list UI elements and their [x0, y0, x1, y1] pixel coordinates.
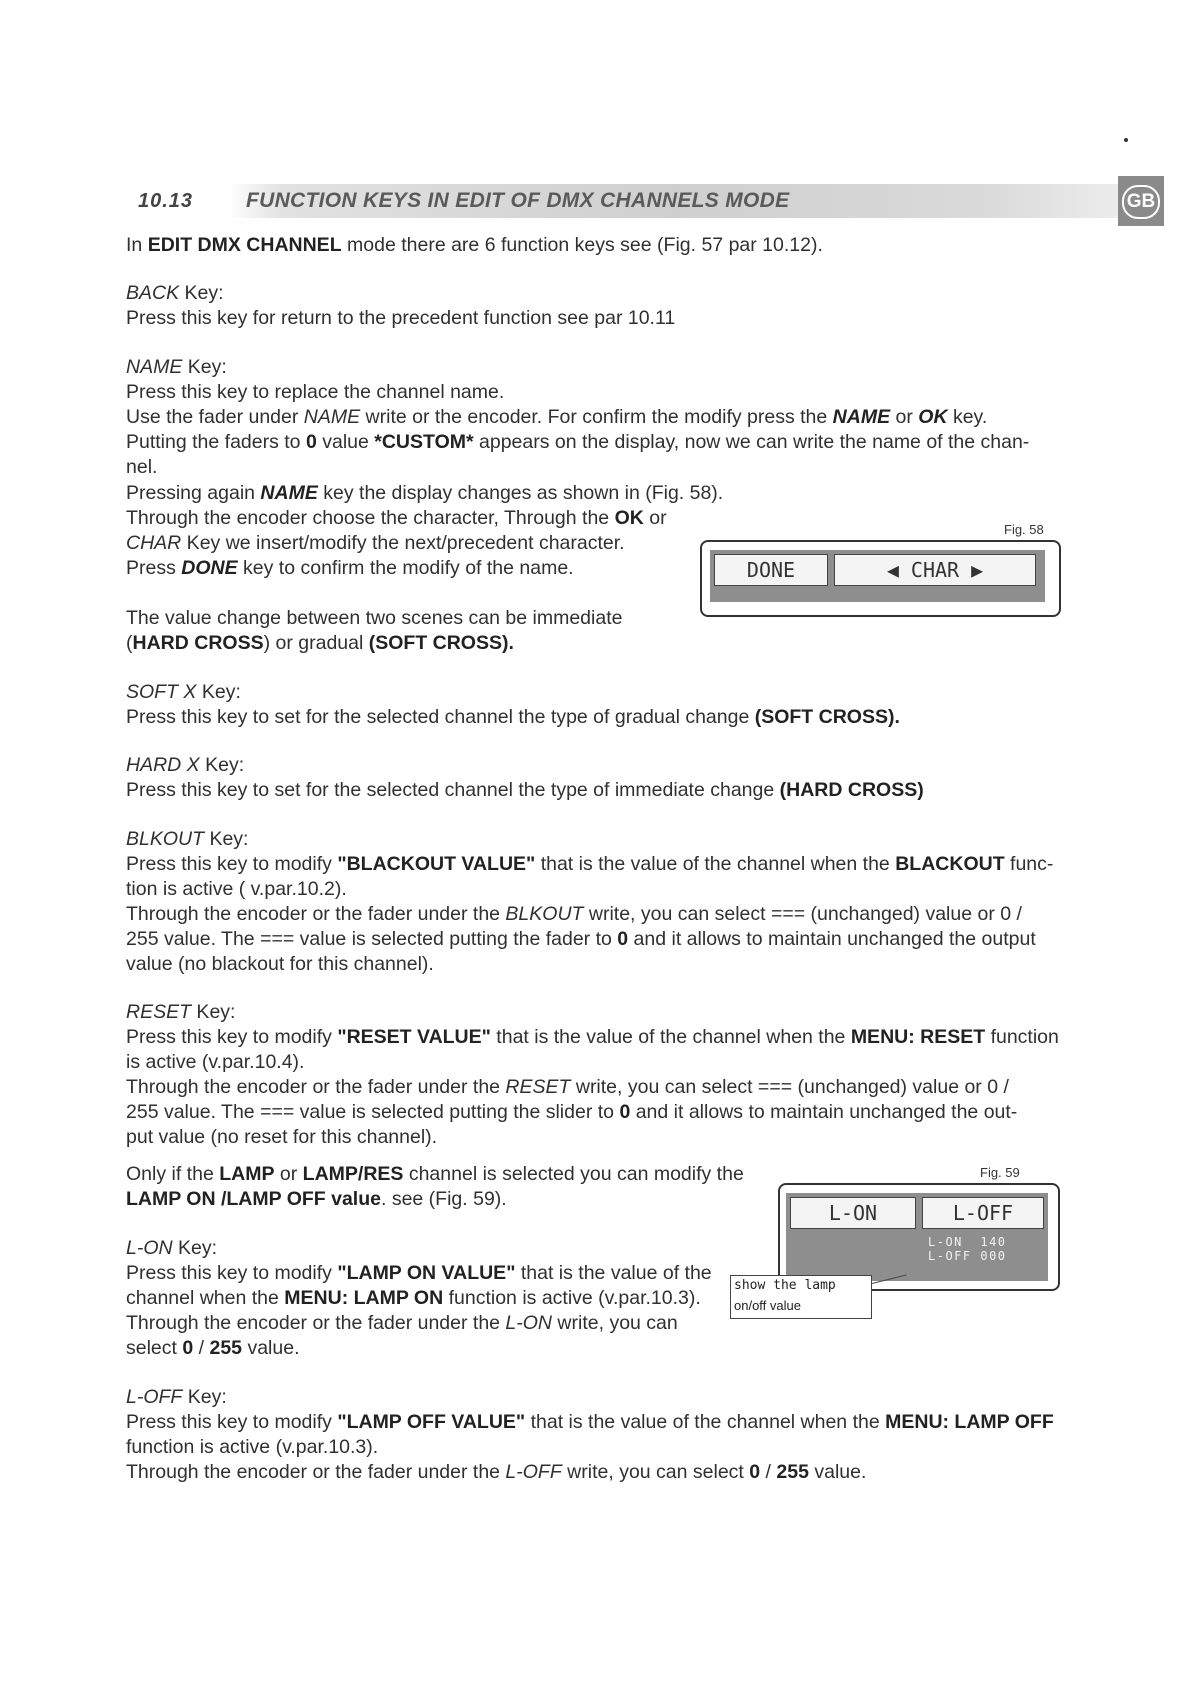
key-label: Key:: [199, 754, 245, 776]
back-description: Press this key for return to the precedent function see par 10.11: [126, 307, 676, 329]
lamp-readout: [928, 1235, 1007, 1263]
key-name: HARD X: [126, 754, 200, 776]
char-softkey: ◀ CHAR ▶: [834, 554, 1036, 586]
blkout-line-3: [126, 902, 1022, 927]
key-name: L-ON: [126, 1237, 173, 1259]
reset-line-1: [126, 1025, 1059, 1050]
fig58-caption: Fig. 58: [1004, 522, 1044, 537]
lon-line-1: [126, 1261, 712, 1286]
text: 255: [209, 1337, 243, 1359]
text: Press this key to set for the selected channel the type of immediate change: [126, 779, 780, 801]
text: L-OFF: [505, 1461, 562, 1483]
text: function is active (v.par.10.3).: [443, 1287, 701, 1309]
lon-softkey: L-ON: [790, 1197, 916, 1229]
lon-line-3: [126, 1311, 678, 1336]
intro-line: [126, 233, 823, 258]
back-key-heading: [126, 281, 224, 306]
text: func-: [1004, 853, 1054, 875]
lcd-screen: [710, 550, 1045, 602]
text: . see (Fig. 59).: [380, 1188, 507, 1210]
text: 255 value. The === value is selected putting the fader to: [126, 928, 618, 950]
text: channel is selected you can modify the: [403, 1163, 744, 1185]
text: MENU: LAMP OFF: [885, 1411, 1054, 1433]
name-line-5: [126, 481, 723, 506]
intro-text: In: [126, 234, 148, 256]
text: OK: [918, 406, 948, 428]
loff-line-1: [126, 1410, 1054, 1435]
text: 0: [305, 431, 317, 453]
text: "RESET VALUE": [337, 1026, 491, 1048]
text: Through the encoder choose the character, Through the: [126, 507, 615, 529]
text: 0: [619, 1101, 631, 1123]
text: write or the encoder. For confirm the modify press the: [360, 406, 833, 428]
callout-text: show the lamp: [734, 1278, 836, 1293]
softx-key-heading: [126, 680, 241, 705]
reset-line-4: [126, 1100, 1017, 1125]
text: Through the encoder or the fader under the: [126, 1461, 506, 1483]
callout-text: on/off value: [734, 1298, 801, 1313]
text: key to confirm the modify of the name.: [237, 557, 574, 579]
name-line-4: nel.: [126, 456, 158, 478]
text: 0: [749, 1461, 761, 1483]
text: Through the encoder or the fader under the: [126, 1076, 506, 1098]
text: DONE: [181, 557, 238, 579]
name-line-2: [126, 405, 987, 430]
fig59-callout: [730, 1275, 872, 1319]
blkout-line-4: [126, 927, 1036, 952]
text: Press this key to modify: [126, 1411, 338, 1433]
text: NAME: [832, 406, 891, 428]
key-label: Key:: [182, 1386, 227, 1408]
readout-lon: L-ON 140: [928, 1235, 1007, 1249]
blkout-line-5: value (no blackout for this channel).: [126, 953, 434, 975]
key-label: Key:: [182, 356, 227, 378]
text: NAME: [260, 482, 318, 504]
softx-description: [126, 705, 900, 730]
text: key the display changes as shown in (Fig. 58).: [317, 482, 724, 504]
text: BLKOUT: [505, 903, 584, 925]
reset-key-heading: [126, 1000, 235, 1025]
name-line-6: [126, 506, 667, 531]
cross-line-1: The value change between two scenes can be immediate: [126, 607, 623, 629]
text: (: [126, 632, 133, 654]
text: and it allows to maintain unchanged the output: [628, 928, 1036, 950]
text: (SOFT CROSS).: [368, 632, 514, 654]
text: value.: [242, 1337, 300, 1359]
text: 0: [182, 1337, 194, 1359]
text: write, you can: [552, 1312, 678, 1334]
text: function: [985, 1026, 1059, 1048]
lon-line-2: [126, 1286, 701, 1311]
key-label: Key:: [196, 681, 241, 703]
lamp-line-2: [126, 1187, 507, 1212]
language-badge: [1118, 176, 1164, 226]
text: 255: [776, 1461, 809, 1483]
text: BLACKOUT: [895, 853, 1005, 875]
text: that is the value of the channel when the: [535, 853, 896, 875]
text: 255 value. The === value is selected putting the slider to: [126, 1101, 620, 1123]
text: RESET: [505, 1076, 571, 1098]
section-title: FUNCTION KEYS IN EDIT OF DMX CHANNELS MODE: [246, 189, 790, 212]
key-label: Key:: [191, 1001, 236, 1023]
blkout-line-2: tion is active ( v.par.10.2).: [126, 878, 347, 900]
text: (HARD CROSS): [779, 779, 924, 801]
text: that is the value of the channel when the: [525, 1411, 886, 1433]
text: Putting the faders to: [126, 431, 306, 453]
text: 0: [617, 928, 629, 950]
text: value: [316, 431, 375, 453]
text: Only if the: [126, 1163, 220, 1185]
reset-line-5: put value (no reset for this channel).: [126, 1126, 438, 1148]
text: appears on the display, now we can write the name of the chan-: [473, 431, 1030, 453]
text: (SOFT CROSS).: [754, 706, 900, 728]
text: MENU: LAMP ON: [284, 1287, 444, 1309]
text: /: [760, 1461, 777, 1483]
fig58-display: [700, 540, 1061, 617]
key-label: Key:: [179, 282, 224, 304]
text: select: [126, 1337, 183, 1359]
text: *CUSTOM*: [374, 431, 474, 453]
hardx-description: [126, 778, 924, 803]
blkout-line-1: [126, 852, 1053, 877]
text: and it allows to maintain unchanged the out-: [630, 1101, 1018, 1123]
text: or: [274, 1163, 303, 1185]
intro-text: mode there are 6 function keys see (Fig. 57 par 10.12).: [341, 234, 823, 256]
name-line-3: [126, 430, 1029, 455]
text: write, you can select === (unchanged) value or 0 /: [583, 903, 1022, 925]
text: or: [643, 507, 667, 529]
text: /: [193, 1337, 210, 1359]
text: Press: [126, 557, 182, 579]
text: or: [890, 406, 919, 428]
text: key.: [947, 406, 988, 428]
section-header: [128, 176, 1156, 226]
reset-line-3: [126, 1075, 1009, 1100]
loff-line-2: function is active (v.par.10.3).: [126, 1436, 379, 1458]
text: LAMP ON /LAMP OFF value: [126, 1188, 381, 1210]
text: Use the fader under: [126, 406, 304, 428]
key-label: Key:: [172, 1237, 218, 1259]
text: Press this key to modify: [126, 1262, 338, 1284]
text: Press this key to modify: [126, 1026, 338, 1048]
language-badge-label: GB: [1122, 185, 1160, 219]
text: HARD CROSS: [132, 632, 264, 654]
text: CHAR: [126, 532, 182, 554]
name-key-heading: [126, 355, 227, 380]
readout-loff: L-OFF 000: [928, 1249, 1007, 1263]
text: Through the encoder or the fader under the: [126, 1312, 506, 1334]
key-label: Key:: [204, 828, 249, 850]
name-line-7: [126, 531, 625, 556]
key-name: NAME: [126, 356, 183, 378]
key-name: SOFT X: [126, 681, 197, 703]
text: "LAMP OFF VALUE": [337, 1411, 526, 1433]
key-name: L-OFF: [126, 1386, 183, 1408]
section-number: 10.13: [138, 190, 194, 212]
text: NAME: [303, 406, 361, 428]
cross-line-2: [126, 631, 514, 656]
name-line-1: Press this key to replace the channel name.: [126, 381, 505, 403]
text: Press this key to modify: [126, 853, 338, 875]
text: value.: [808, 1461, 867, 1483]
text: Through the encoder or the fader under the: [126, 903, 506, 925]
text: L-ON: [505, 1312, 553, 1334]
text: "BLACKOUT VALUE": [337, 853, 536, 875]
text: that is the value of the: [515, 1262, 712, 1284]
lon-line-4: [126, 1336, 299, 1361]
text: Press this key to set for the selected channel the type of gradual change: [126, 706, 755, 728]
hardx-key-heading: [126, 753, 244, 778]
lamp-line-1: [126, 1162, 744, 1187]
text: LAMP: [219, 1163, 275, 1185]
text: "LAMP ON VALUE": [337, 1262, 516, 1284]
lcd-screen: [786, 1193, 1048, 1281]
loff-softkey: L-OFF: [922, 1197, 1044, 1229]
loff-key-heading: [126, 1385, 227, 1410]
text: ) or gradual: [263, 632, 369, 654]
key-name: BLKOUT: [126, 828, 205, 850]
loff-line-3: [126, 1460, 866, 1485]
intro-mode: EDIT DMX CHANNEL: [147, 234, 342, 256]
lon-key-heading: [126, 1236, 217, 1261]
text: MENU: RESET: [850, 1026, 986, 1048]
name-line-8: [126, 556, 574, 581]
key-name: RESET: [126, 1001, 192, 1023]
text: channel when the: [126, 1287, 285, 1309]
text: that is the value of the channel when the: [490, 1026, 851, 1048]
text: LAMP/RES: [302, 1163, 404, 1185]
reset-line-2: is active (v.par.10.4).: [126, 1051, 305, 1073]
key-name: BACK: [126, 282, 180, 304]
text: Pressing again: [126, 482, 261, 504]
done-softkey: DONE: [714, 554, 828, 586]
fig59-caption: Fig. 59: [980, 1165, 1020, 1180]
scan-dot: [1124, 138, 1128, 142]
text: write, you can select === (unchanged) value or 0 /: [570, 1076, 1009, 1098]
text: Key we insert/modify the next/precedent character.: [181, 532, 625, 554]
text: OK: [614, 507, 644, 529]
text: write, you can select: [561, 1461, 750, 1483]
blkout-key-heading: [126, 827, 248, 852]
